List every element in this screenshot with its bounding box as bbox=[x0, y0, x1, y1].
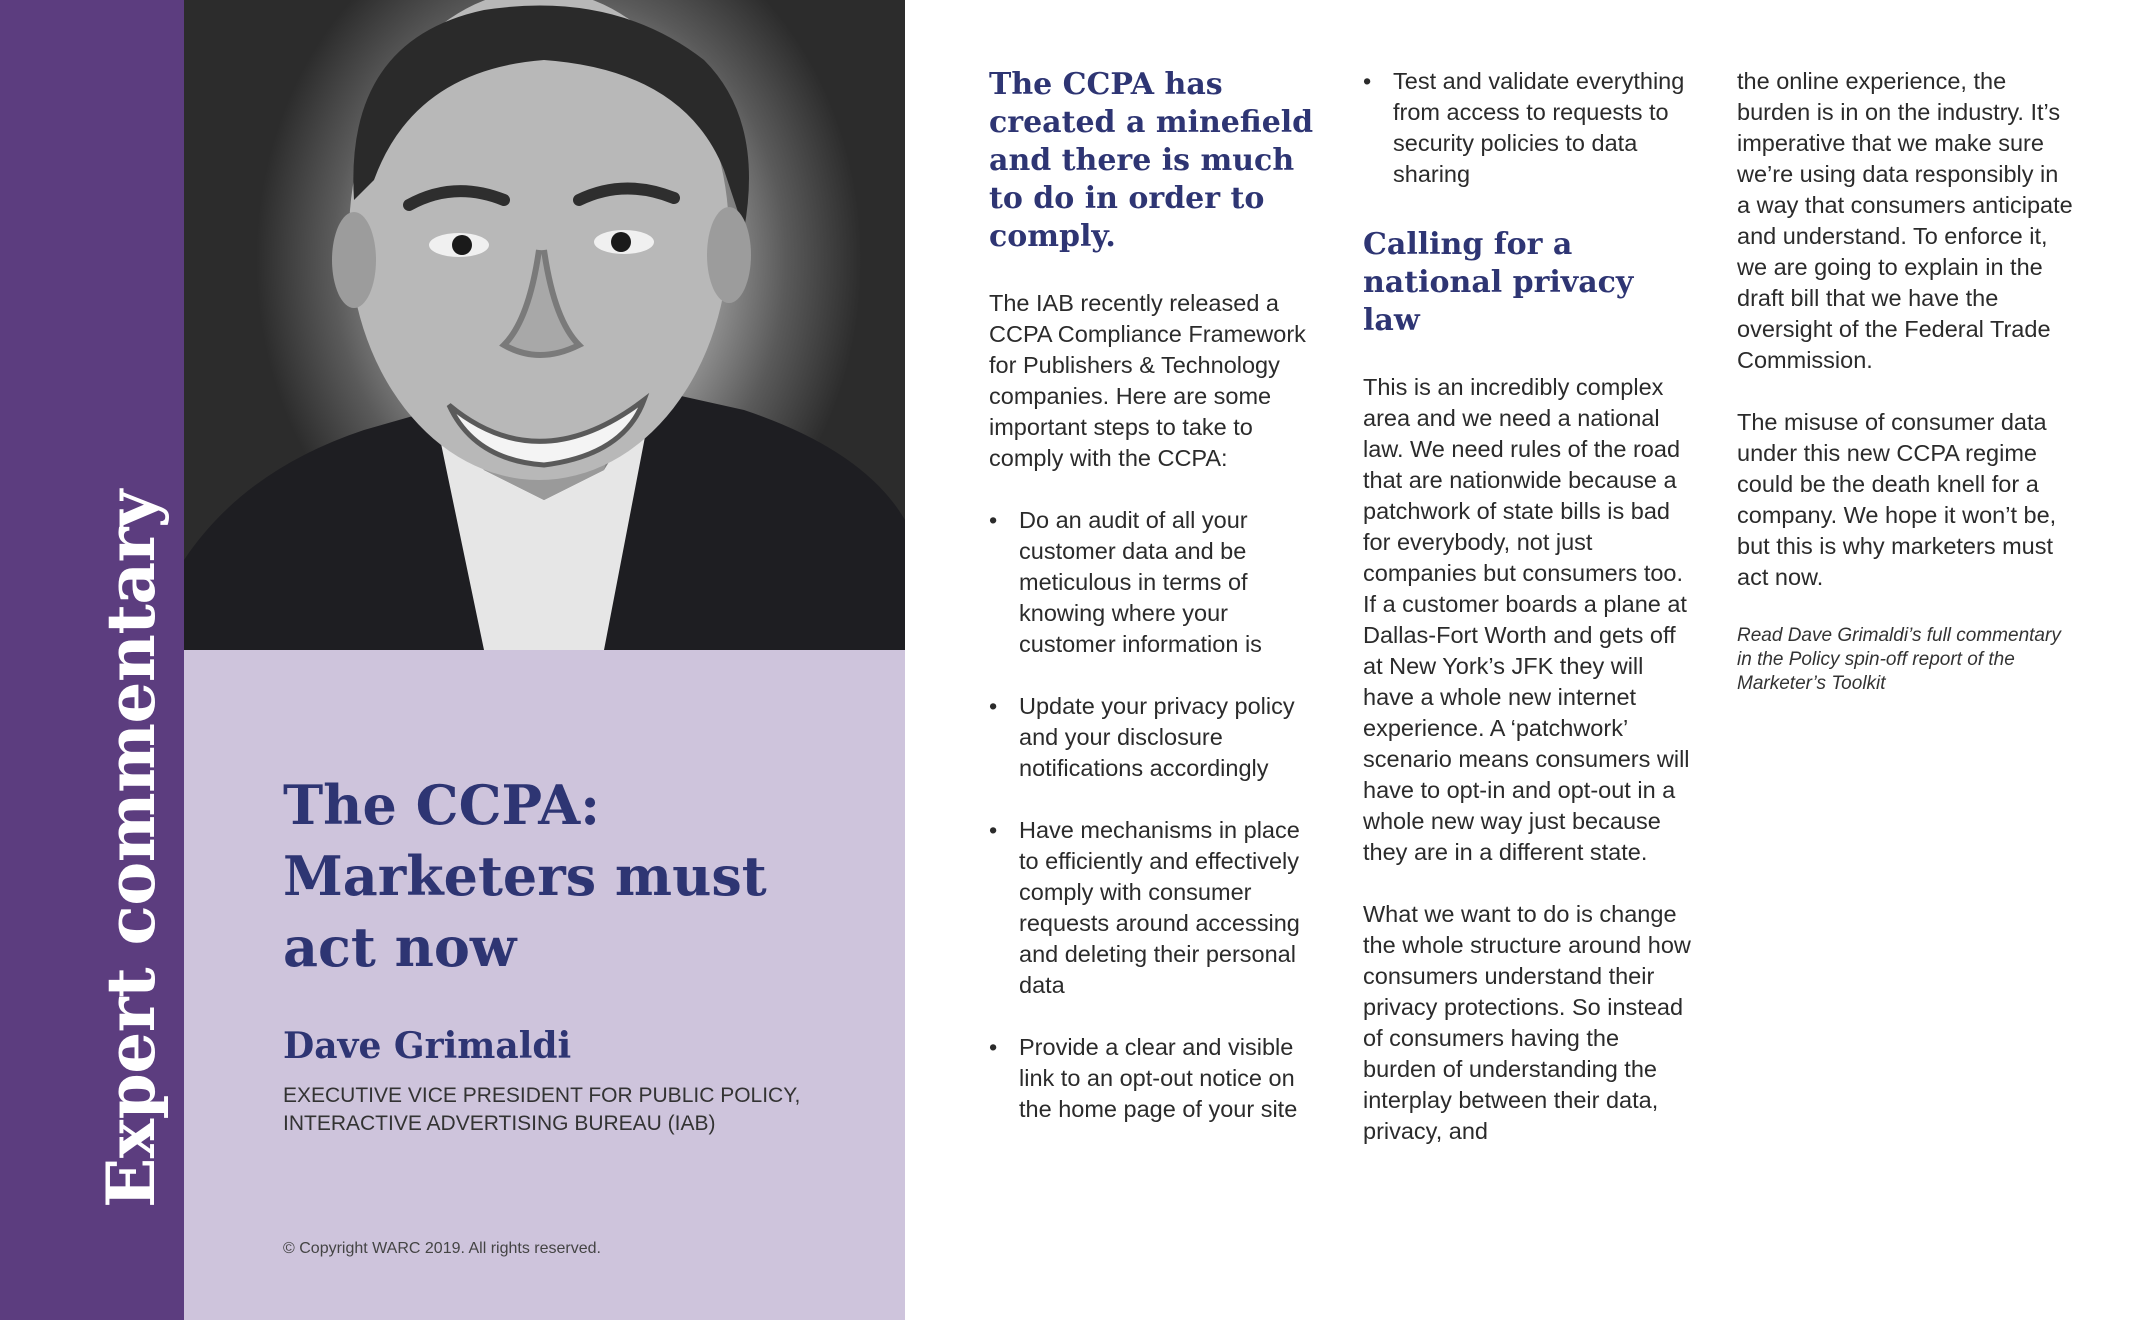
list-item: • Have mechanisms in place to efficiently and effectively comply with consumer requests around accessing and deleting their personal data bbox=[989, 815, 1319, 1001]
author-name: Dave Grimaldi bbox=[283, 1025, 572, 1067]
author-role: EXECUTIVE VICE PRESIDENT FOR PUBLIC POLICY, INTERACTIVE ADVERTISING BUREAU (IAB) bbox=[283, 1084, 801, 1135]
column-1-heading: The CCPA has created a minefield and there is much to do in order to comply. bbox=[989, 67, 1314, 254]
column-2 bbox=[1363, 66, 1693, 1178]
column-3 bbox=[1737, 66, 2077, 727]
portrait-illustration bbox=[184, 0, 905, 650]
column-3-paragraph-2: The misuse of consumer data under this new CCPA regime could be the death knell for a company. We hope it won’t be, but this is why marketers must act now. bbox=[1737, 409, 2057, 590]
read-more-note: Read Dave Grimaldi’s full commentary in the Policy spin-off report of the Marketer’s Toolkit bbox=[1737, 625, 2061, 694]
article-title: The CCPA: Marketers must act now bbox=[283, 773, 767, 979]
list-item: • Test and validate everything from access to requests to security policies to data sharing bbox=[1363, 66, 1693, 190]
sidebar bbox=[0, 0, 184, 1320]
section-label: Expert commentary bbox=[92, 490, 170, 1208]
column-2-paragraph-2: What we want to do is change the whole structure around how consumers understand their privacy protections. So instead of consumers having the burden of understanding the interplay between their data, privacy, and bbox=[1363, 901, 1691, 1144]
column-2-heading: Calling for a national privacy law bbox=[1363, 227, 1634, 338]
list-item: • Do an audit of all your customer data and be meticulous in terms of knowing where your customer information is bbox=[989, 505, 1319, 660]
author-photo bbox=[184, 0, 905, 650]
column-1 bbox=[989, 66, 1319, 1156]
column-2-paragraph-1: This is an incredibly complex area and we need a national law. We need rules of the road that are nationwide because a patchwork of state bills is bad for everybody, not just companies but consumers too. If a customer boards a plane at Dallas-Fort Worth and gets off at New York’s JFK they will have a whole new internet experience. A ‘patchwork’ scenario means consumers will have to opt-in and opt-out in a whole new way just because they are in a different state. bbox=[1363, 374, 1690, 865]
list-item: • Provide a clear and visible link to an opt-out notice on the home page of your site bbox=[989, 1032, 1319, 1125]
column-1-intro: The IAB recently released a CCPA Compliance Framework for Publishers & Technology companies. Here are some important steps to take to comply with the CCPA: bbox=[989, 290, 1306, 471]
title-panel bbox=[184, 650, 905, 1320]
compliance-steps-list bbox=[989, 505, 1319, 1125]
list-item: • Update your privacy policy and your disclosure notifications accordingly bbox=[989, 691, 1319, 784]
copyright-notice: © Copyright WARC 2019. All rights reserved. bbox=[283, 1240, 601, 1257]
compliance-steps-list-continued bbox=[1363, 66, 1693, 190]
column-3-paragraph-1: the online experience, the burden is in on the industry. It’s imperative that we make sure we’re using data responsibly in a way that consumers anticipate and understand. To enforce it, we are going to explain in the draft bill that we have the oversight of the Federal Trade Commission. bbox=[1737, 68, 2073, 373]
